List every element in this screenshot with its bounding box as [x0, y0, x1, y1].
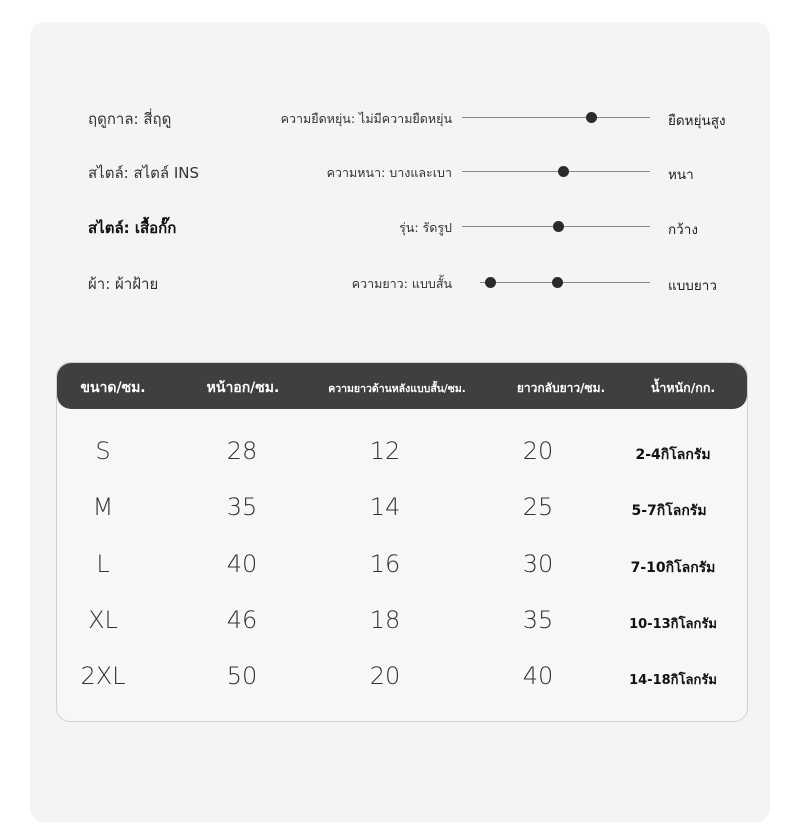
cell-back-long: 35	[522, 606, 554, 634]
cell-back-long: 30	[522, 550, 554, 578]
cell-size: XL	[88, 606, 118, 634]
cell-back-long: 25	[522, 493, 554, 521]
scale-line	[480, 282, 650, 283]
attribute-row	[0, 157, 800, 185]
attribute-label: ฤดูกาล: สี่ฤดู	[88, 110, 172, 128]
cell-back-short: 18	[369, 606, 401, 634]
attribute-label: สไตล์: สไตล์ INS	[88, 164, 200, 182]
scale-left-label: ความยืดหยุ่น: ไม่มีความยืดหยุ่น	[280, 111, 452, 126]
cell-chest: 28	[226, 437, 258, 465]
size-table	[56, 362, 748, 722]
cell-weight: 10-13กิโลกรัม	[629, 617, 717, 632]
scale-left-label: ความยาว: แบบสั้น	[351, 276, 452, 291]
cell-weight: 2-4กิโลกรัม	[635, 447, 711, 463]
cell-chest: 35	[226, 493, 258, 521]
attribute-label: ผ้า: ผ้าฝ้าย	[88, 275, 159, 293]
cell-weight: 7-10กิโลกรัม	[630, 560, 716, 576]
header-size: ขนาด/ซม.	[80, 380, 146, 396]
scale-right-label: แบบยาว	[668, 278, 717, 294]
cell-chest: 46	[226, 606, 258, 634]
scale-left-label: รุ่น: รัดรูป	[399, 220, 452, 235]
cell-back-long: 20	[522, 437, 554, 465]
table-header	[57, 363, 747, 409]
cell-weight: 14-18กิโลกรัม	[629, 673, 717, 688]
scale-dot	[558, 166, 569, 177]
cell-size: 2XL	[80, 662, 126, 690]
cell-weight: 5-7กิโลกรัม	[631, 503, 707, 519]
cell-back-short: 20	[369, 662, 401, 690]
scale-left-label: ความหนา: บางและเบา	[326, 165, 452, 180]
cell-size: M	[92, 493, 114, 521]
cell-back-short: 16	[369, 550, 401, 578]
attribute-row	[0, 268, 800, 296]
scale-line	[462, 117, 650, 118]
header-back-length-short: ความยาวด้านหลังแบบสั้น/ซม.	[328, 383, 466, 395]
header-weight: น้ำหนัก/กก.	[650, 380, 716, 395]
cell-chest: 50	[226, 662, 258, 690]
cell-back-long: 40	[522, 662, 554, 690]
scale-dot	[553, 221, 564, 232]
cell-back-short: 12	[369, 437, 401, 465]
header-chest: หน้าอก/ซม.	[206, 380, 280, 396]
attribute-row	[0, 103, 800, 131]
cell-back-short: 14	[369, 493, 401, 521]
header-back-length-long: ยาวกลับยาว/ซม.	[516, 381, 606, 395]
cell-size: L	[96, 550, 110, 578]
scale-dot-secondary	[485, 277, 496, 288]
scale-dot	[552, 277, 563, 288]
attribute-row	[0, 212, 800, 240]
scale-line	[462, 171, 650, 172]
cell-size: S	[95, 437, 111, 465]
attribute-label: สไตล์: เสื้อกั๊ก	[88, 219, 177, 237]
cell-chest: 40	[226, 550, 258, 578]
scale-right-label: กว้าง	[668, 222, 698, 238]
scale-dot	[586, 112, 597, 123]
scale-right-label: หนา	[668, 167, 694, 183]
scale-right-label: ยืดหยุ่นสูง	[668, 113, 726, 129]
